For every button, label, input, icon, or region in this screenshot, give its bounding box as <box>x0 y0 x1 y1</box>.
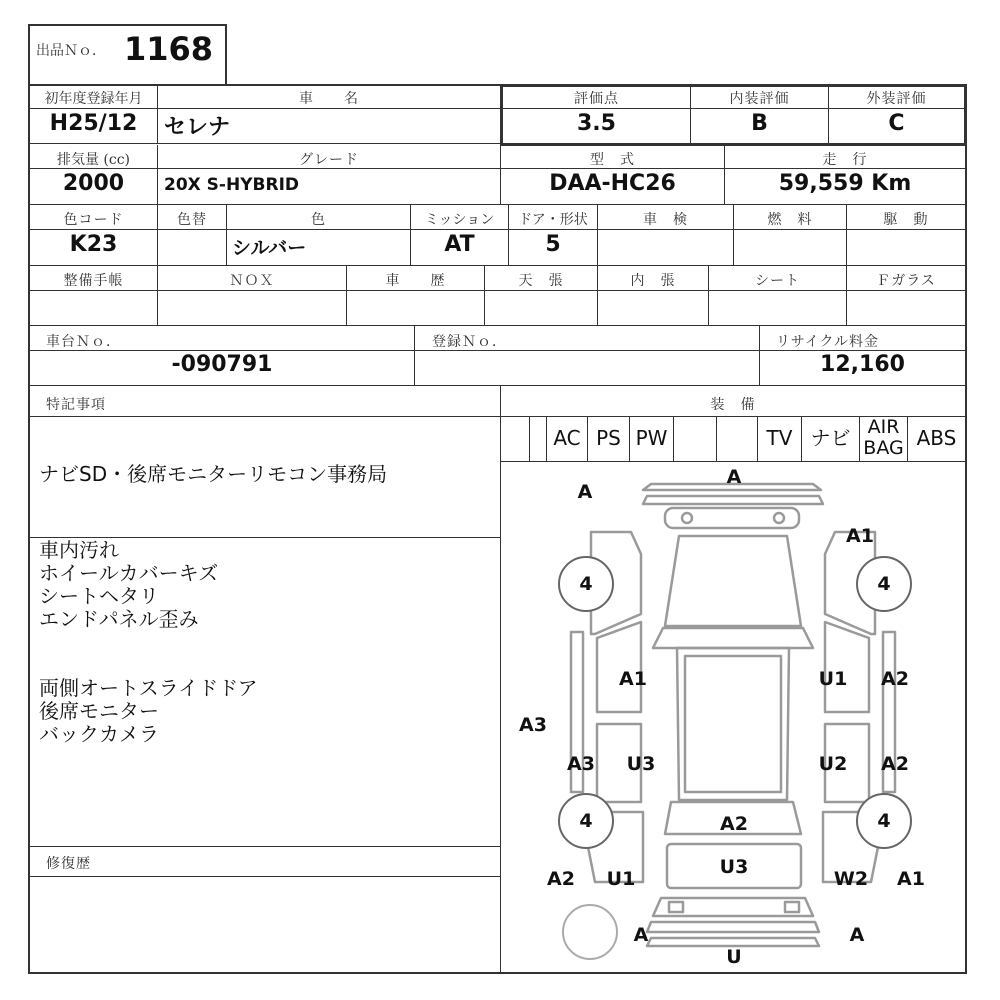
header-mileage: 走 行 <box>822 152 868 168</box>
mark-right-fender: A2 <box>881 668 909 690</box>
header-f-glass: Ｆガラス <box>876 273 936 289</box>
color-code-value: K23 <box>69 232 118 257</box>
mark-rear-left-quarter: A2 <box>547 868 575 890</box>
recycle-fee-value: 12,160 <box>820 352 905 377</box>
color-value: シルバー <box>232 237 307 259</box>
chassis-no-value: -090791 <box>171 352 273 377</box>
transmission-value: AT <box>444 232 475 257</box>
mark-front-left-corner: A <box>577 481 593 503</box>
header-interior: 内装評価 <box>729 91 790 107</box>
header-model: 型 式 <box>590 152 635 168</box>
mark-rear-bumper: U <box>726 946 742 968</box>
header-chassis-no: 車台Ｎｏ． <box>46 334 121 350</box>
mark-rear-bumper-right: A <box>849 924 865 946</box>
displacement-value: 2000 <box>62 171 125 196</box>
note-item: ホイールカバーキズ <box>39 561 219 585</box>
equip-pw: PW <box>635 426 668 450</box>
lot-number: 1168 <box>124 30 214 68</box>
mark-rear-glass: U3 <box>719 856 749 878</box>
note-item: 後席モニター <box>39 699 159 723</box>
score-value: 3.5 <box>577 111 616 136</box>
mark-rear-right-quarter: A1 <box>897 868 925 890</box>
first-reg-value: H25/12 <box>49 111 138 136</box>
tire-rear-left: 4 <box>558 793 614 849</box>
car-diagram <box>501 462 965 972</box>
door-shape-value: 5 <box>545 232 561 257</box>
header-special-notes: 特記事項 <box>46 397 106 413</box>
header-history: 車 歴 <box>385 273 446 289</box>
header-inspection: 車 検 <box>643 212 688 228</box>
header-drive: 駆 動 <box>883 212 929 228</box>
note-item: シートヘタリ <box>39 584 159 608</box>
header-registration-no: 登録Ｎｏ． <box>432 334 507 350</box>
mark-rear-right-lamp: W2 <box>833 868 869 890</box>
tire-front-left: 4 <box>558 556 614 612</box>
lot-label: 出品Ｎｏ． <box>36 43 106 59</box>
mark-back-door: A2 <box>720 813 748 835</box>
grade-value: 20X S-HYBRID <box>164 175 300 195</box>
mark-right-rear-quarter: A2 <box>881 753 909 775</box>
header-equipment: 装 備 <box>710 397 756 413</box>
mileage-value: 59,559 Km <box>778 171 912 196</box>
mark-rear-left-lamp: U1 <box>606 868 636 890</box>
tire-rear-right: 4 <box>856 793 912 849</box>
header-displacement: 排気量 (cc) <box>56 152 131 168</box>
note-item: 両側オートスライドドア <box>39 676 258 700</box>
car-name-value: セレナ <box>164 115 231 140</box>
header-grade: グレード <box>299 152 359 168</box>
header-score: 評価点 <box>574 91 619 107</box>
mark-left-side: A3 <box>519 714 547 736</box>
header-roof: 天 張 <box>518 273 564 289</box>
tire-front-right: 4 <box>856 556 912 612</box>
note-item: バックカメラ <box>39 722 159 746</box>
header-seat: シート <box>755 273 800 289</box>
mark-rear-right-inner: U2 <box>818 753 848 775</box>
note-item: エンドパネル歪み <box>39 607 199 631</box>
mark-front-bumper: A <box>726 466 742 488</box>
mark-front-right-door: U1 <box>818 668 848 690</box>
equip-airbag: AIR BAG <box>863 416 904 459</box>
equip-ps: PS <box>596 426 621 450</box>
header-door-shape: ドア・形状 <box>518 212 588 228</box>
note-line-1: ナビSD・後席モニターリモコン事務局 <box>39 462 388 486</box>
header-color-code: 色コード <box>63 212 124 228</box>
header-first-reg: 初年度登録年月 <box>44 91 143 107</box>
header-maintenance: 整備手帳 <box>63 273 124 289</box>
header-fuel: 燃 料 <box>767 212 813 228</box>
mark-rear-left-inner: U3 <box>626 753 656 775</box>
header-color: 色 <box>311 212 326 228</box>
header-exterior: 外装評価 <box>866 91 927 107</box>
header-nox: ＮＯＸ <box>229 273 275 289</box>
equip-ac: AC <box>553 426 581 450</box>
header-transmission: ミッション <box>424 212 495 228</box>
header-recycle-fee: リサイクル料金 <box>776 334 880 350</box>
model-value: DAA-HC26 <box>549 171 676 196</box>
header-interior-lining: 内 張 <box>630 273 676 289</box>
mark-rear-bumper-left: A <box>633 924 649 946</box>
mark-a-pillar-right: A1 <box>846 525 874 547</box>
interior-value: B <box>751 111 768 136</box>
equip-abs: ABS <box>916 426 957 450</box>
header-color-change: 色替 <box>177 212 207 228</box>
mark-front-left-door: A1 <box>619 668 647 690</box>
equip-tv: TV <box>766 426 793 450</box>
header-repair-history: 修復歴 <box>46 856 91 872</box>
header-car-name: 車 名 <box>299 91 359 107</box>
exterior-value: C <box>888 111 905 136</box>
equip-navi: ナビ <box>810 426 851 450</box>
mark-rear-left-door: A3 <box>567 753 595 775</box>
note-item: 車内汚れ <box>39 538 119 562</box>
